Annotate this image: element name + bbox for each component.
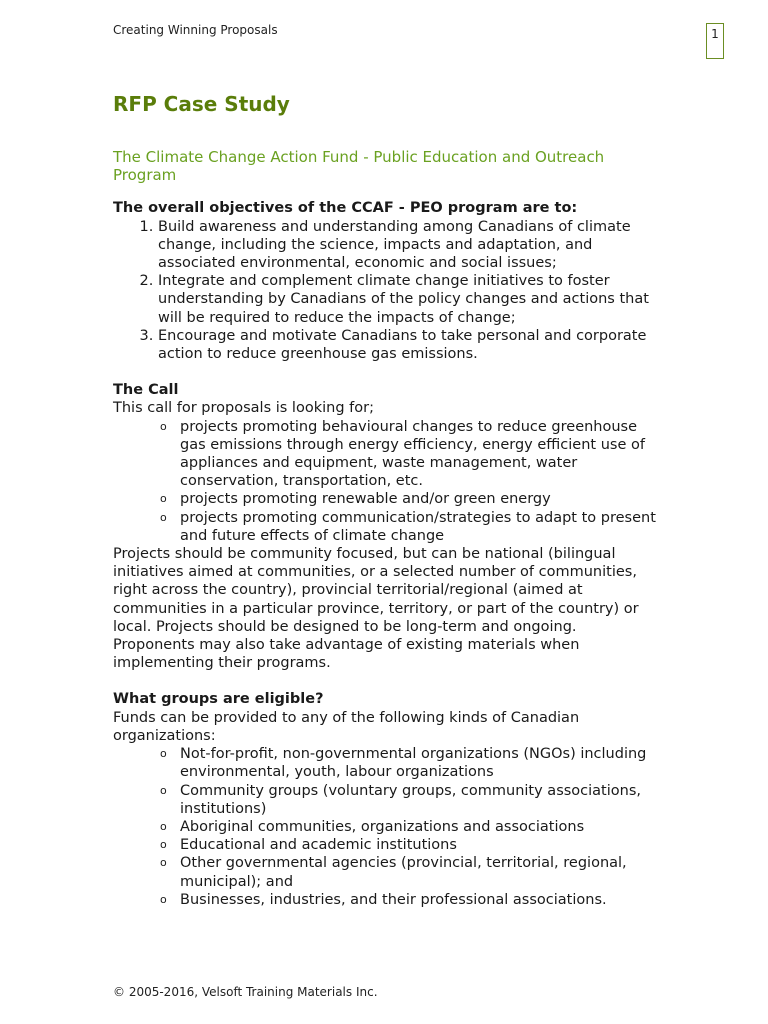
eligible-intro: Funds can be provided to any of the following kinds of Canadian organizations: xyxy=(113,709,580,744)
call-item: o projects promoting communication/strategies to adapt to present and future effects of climate change xyxy=(180,509,658,545)
call-heading: The Call xyxy=(113,382,179,399)
running-header: Creating Winning Proposals xyxy=(113,23,278,37)
eligible-list xyxy=(113,745,658,909)
objective-item: 3. Encourage and motivate Canadians to take personal and corporate action to reduce greenhouse gas emissions. xyxy=(158,327,658,363)
subtitle: The Climate Change Action Fund - Public Education and Outreach Program xyxy=(113,148,605,185)
eligible-item: o Not-for-profit, non-governmental organizations (NGOs) including environmental, youth, labour organizations xyxy=(180,745,658,781)
call-item: o projects promoting behavioural changes to reduce greenhouse gas emissions through energy efficiency, energy efficient use of appliances and equipment, waste management, water conservation, transportation, etc. xyxy=(180,418,658,491)
call-list xyxy=(113,418,658,545)
eligible-item: o Educational and academic institutions xyxy=(180,836,658,854)
page-number: 1 xyxy=(711,27,719,41)
eligible-item: o Other governmental agencies (provincial, territorial, regional, municipal); and xyxy=(180,854,658,890)
objectives-heading: The overall objectives of the CCAF - PEO program are to: xyxy=(113,200,578,217)
eligible-item: o Community groups (voluntary groups, community associations, institutions) xyxy=(180,782,658,818)
call-paragraph: Projects should be community focused, but can be national (bilingual initiatives aimed at communities, or a selected number of communities, right across the country), provincial territorial/regional (aimed at communities in a particular province, territory, or part of the country) or local. Projects should be designed to be long-term and ongoing. Proponents may also take advantage of existing materials when implementing their programs. xyxy=(113,546,639,672)
eligible-item: o Aboriginal communities, organizations and associations xyxy=(180,818,658,836)
document-body xyxy=(113,148,658,909)
objectives-list xyxy=(113,218,658,364)
call-item: o projects promoting renewable and/or green energy xyxy=(180,490,658,508)
objective-item: 1. Build awareness and understanding among Canadians of climate change, including the science, impacts and adaptation, and associated environmental, economic and social issues; xyxy=(158,218,658,273)
objective-item: 2. Integrate and complement climate change initiatives to foster understanding by Canadians of the policy changes and actions that will be required to reduce the impacts of change; xyxy=(158,272,658,327)
eligible-item: o Businesses, industries, and their professional associations. xyxy=(180,891,658,909)
spacer xyxy=(113,672,658,690)
page-number-box xyxy=(706,23,724,59)
page-title: RFP Case Study xyxy=(113,92,290,116)
eligible-heading: What groups are eligible? xyxy=(113,691,324,708)
call-intro: This call for proposals is looking for; xyxy=(113,400,374,417)
spacer xyxy=(113,363,658,381)
copyright-footer: © 2005-2016, Velsoft Training Materials Inc. xyxy=(113,985,378,999)
